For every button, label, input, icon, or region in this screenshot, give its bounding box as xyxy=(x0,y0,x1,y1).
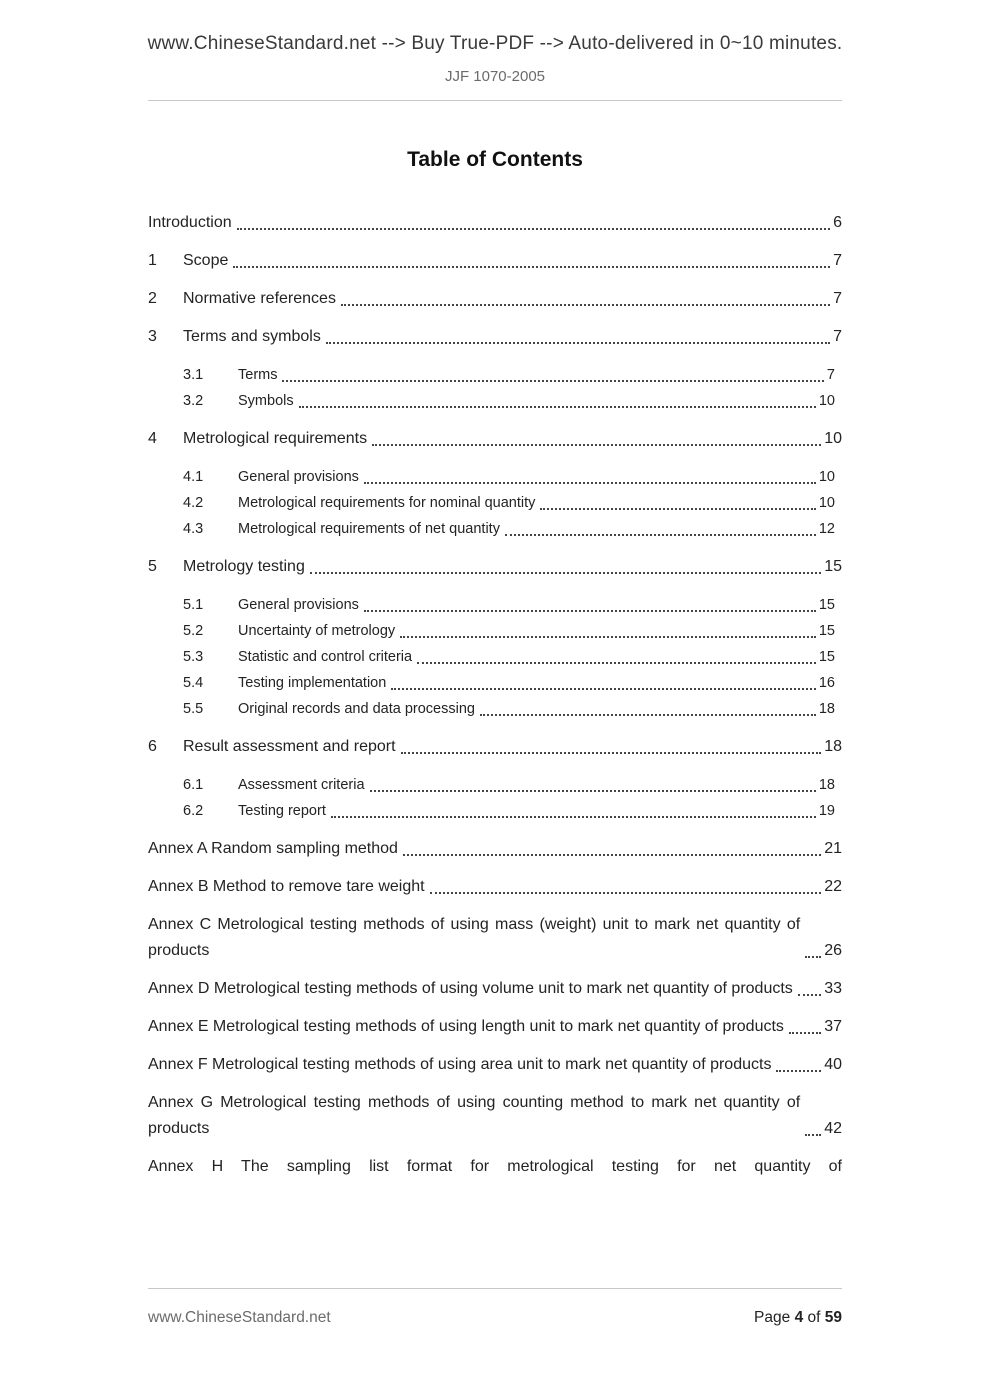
toc-page-number: 16 xyxy=(818,675,835,691)
toc-entry-label: Terms and symbols xyxy=(183,328,321,345)
toc-page-number: 7 xyxy=(826,367,835,383)
toc-entry[interactable] xyxy=(148,362,842,388)
toc-entry-number: 3.1 xyxy=(183,367,204,383)
toc-page-number: 15 xyxy=(818,597,835,613)
toc-entry-label: Metrological requirements xyxy=(183,430,368,447)
toc-entry[interactable] xyxy=(148,1052,842,1078)
toc-dot-leader xyxy=(430,892,822,894)
toc-page-number: 10 xyxy=(818,393,835,409)
toc-dot-leader xyxy=(370,790,816,792)
toc-entry-number: 2 xyxy=(148,290,157,307)
toc-entry-label: Annex H The sampling list format for metrological testing for net quantity of xyxy=(148,1158,842,1175)
toc-page-number: 19 xyxy=(818,803,835,819)
toc-entry-number: 3 xyxy=(148,328,157,345)
toc-dot-leader xyxy=(400,636,816,638)
toc-dot-leader xyxy=(341,304,830,306)
toc-dot-leader xyxy=(326,342,830,344)
toc-dot-leader xyxy=(805,956,821,958)
toc-entry-label: Uncertainty of metrology xyxy=(238,623,396,639)
toc-entry-number: 5.1 xyxy=(183,597,204,613)
toc-entry-number: 5.3 xyxy=(183,649,204,665)
toc-entry[interactable] xyxy=(148,490,842,516)
toc-page-number: 26 xyxy=(824,942,842,959)
footer-site-link[interactable]: www.ChineseStandard.net xyxy=(148,1309,331,1326)
toc-entry-label: Introduction xyxy=(148,214,232,231)
toc-page-number: 18 xyxy=(818,701,835,717)
toc-entry[interactable] xyxy=(148,734,842,760)
page-header xyxy=(0,0,990,101)
toc-entry-number: 5.5 xyxy=(183,701,204,717)
toc-entry[interactable] xyxy=(148,772,842,798)
toc-dot-leader xyxy=(391,688,816,690)
toc-page-number: 15 xyxy=(818,623,835,639)
toc-entry[interactable] xyxy=(148,426,842,452)
toc-page-number: 7 xyxy=(833,252,842,269)
toc-entry[interactable] xyxy=(148,670,842,696)
toc-entry[interactable] xyxy=(148,464,842,490)
toc-entry[interactable] xyxy=(148,976,842,1002)
toc-entry[interactable] xyxy=(148,324,842,350)
toc-dot-leader xyxy=(505,534,816,536)
toc-entry-label: Normative references xyxy=(183,290,336,307)
toc-entry-label: Assessment criteria xyxy=(238,777,365,793)
toc-entry-number: 5.2 xyxy=(183,623,204,639)
toc-entry-label: Result assessment and report xyxy=(183,738,396,755)
toc-entry[interactable] xyxy=(148,248,842,274)
toc-page-number: 40 xyxy=(824,1056,842,1073)
toc-entry-label: Terms xyxy=(238,367,278,383)
toc-entry-number: 1 xyxy=(148,252,157,269)
toc-dot-leader xyxy=(417,662,816,664)
toc-dot-leader xyxy=(403,854,821,856)
toc-entry-number: 3.2 xyxy=(183,393,204,409)
toc-entry-label: Original records and data processing xyxy=(238,701,475,717)
toc-entry-label: Annex B Method to remove tare weight xyxy=(148,878,425,895)
toc-entry-label: Metrological requirements of net quantity xyxy=(238,521,500,537)
toc-page-number: 12 xyxy=(818,521,835,537)
toc-entry-label: Annex D Metrological testing methods of using volume unit to mark net quantity of products xyxy=(148,980,793,997)
toc-entry-number: 5.4 xyxy=(183,675,204,691)
footer-of-label: of xyxy=(807,1309,821,1326)
footer-page-current: 4 xyxy=(794,1309,804,1326)
page-footer xyxy=(148,1288,842,1327)
toc-dot-leader xyxy=(299,406,816,408)
document-number: JJF 1070-2005 xyxy=(444,68,546,85)
toc-entry-label: Testing report xyxy=(238,803,326,819)
toc-entry-number: 4.1 xyxy=(183,469,204,485)
toc-entry-number: 6.2 xyxy=(183,803,204,819)
toc-page-number: 33 xyxy=(824,980,842,997)
toc-entry[interactable] xyxy=(148,912,842,964)
toc-page-number: 15 xyxy=(818,649,835,665)
toc-entry[interactable] xyxy=(148,1014,842,1040)
footer-divider xyxy=(148,1288,842,1289)
toc-dot-leader xyxy=(364,482,816,484)
toc-dot-leader xyxy=(237,228,830,230)
toc-entry-number: 4 xyxy=(148,430,157,447)
toc-dot-leader xyxy=(805,1134,821,1136)
toc-dot-leader xyxy=(310,572,821,574)
toc-page-number: 42 xyxy=(824,1120,842,1137)
toc-entry-label: Scope xyxy=(183,252,229,269)
header-banner-text: www.ChineseStandard.net --> Buy True-PDF --> Auto-delivered in 0~10 minutes. xyxy=(147,33,843,54)
toc-page-number: 22 xyxy=(824,878,842,895)
toc-entry[interactable] xyxy=(148,874,842,900)
toc-page-number: 7 xyxy=(833,328,842,345)
toc-dot-leader xyxy=(372,444,821,446)
toc-entry-label: Annex C Metrological testing methods of using mass (weight) unit to mark net quantity of products xyxy=(148,916,801,959)
footer-page-label: Page xyxy=(754,1309,791,1326)
toc-page-number: 10 xyxy=(818,495,835,511)
toc-entry-number: 5 xyxy=(148,558,157,575)
toc-entry-label: Annex A Random sampling method xyxy=(148,840,398,857)
toc-entry-label: Metrology testing xyxy=(183,558,305,575)
toc-page-number: 21 xyxy=(824,840,842,857)
toc-entry[interactable] xyxy=(148,516,842,542)
footer-page-indicator xyxy=(754,1309,842,1327)
toc-entry-number: 4.2 xyxy=(183,495,204,511)
toc-page-number: 10 xyxy=(818,469,835,485)
toc-entry[interactable] xyxy=(148,1154,842,1180)
toc-dot-leader xyxy=(331,816,816,818)
footer-page-total: 59 xyxy=(824,1309,842,1326)
toc-entry[interactable] xyxy=(148,798,842,824)
header-divider xyxy=(148,100,842,101)
toc-dot-leader xyxy=(480,714,816,716)
toc-entry[interactable] xyxy=(148,388,842,414)
toc-entry[interactable] xyxy=(148,286,842,312)
toc-entry-label: Testing implementation xyxy=(238,675,387,691)
toc-entry-number: 6 xyxy=(148,738,157,755)
toc-page-number: 18 xyxy=(818,777,835,793)
toc-entry[interactable] xyxy=(148,554,842,580)
page-title: Table of Contents xyxy=(407,148,583,171)
toc-entry[interactable] xyxy=(148,644,842,670)
toc-entry-label: Annex E Metrological testing methods of using length unit to mark net quantity of products xyxy=(148,1018,784,1035)
toc-dot-leader xyxy=(798,994,821,996)
toc-entry-label: Symbols xyxy=(238,393,294,409)
toc-dot-leader xyxy=(776,1070,821,1072)
toc-dot-leader xyxy=(282,380,823,382)
toc-entry-number: 6.1 xyxy=(183,777,204,793)
toc-dot-leader xyxy=(401,752,822,754)
toc-entry-label: Annex G Metrological testing methods of using counting method to mark net quantity of products xyxy=(148,1094,801,1137)
toc-entry-label: General provisions xyxy=(238,597,359,613)
toc-dot-leader xyxy=(540,508,815,510)
toc-entry-label: Metrological requirements for nominal quantity xyxy=(238,495,536,511)
toc-entry-label: Statistic and control criteria xyxy=(238,649,413,665)
toc-page-number: 7 xyxy=(833,290,842,307)
toc-page-number: 10 xyxy=(824,430,842,447)
toc-page-number: 18 xyxy=(824,738,842,755)
toc-entry-label: General provisions xyxy=(238,469,359,485)
toc-entry[interactable] xyxy=(148,592,842,618)
toc-entry[interactable] xyxy=(148,1090,842,1142)
toc-entry[interactable] xyxy=(148,696,842,722)
toc-page-number: 6 xyxy=(833,214,842,231)
toc-page-number: 15 xyxy=(824,558,842,575)
toc-dot-leader xyxy=(364,610,816,612)
toc-entry[interactable] xyxy=(148,836,842,862)
toc-list xyxy=(148,210,842,1180)
toc-entry[interactable] xyxy=(148,618,842,644)
toc-dot-leader xyxy=(233,266,830,268)
toc-entry-number: 4.3 xyxy=(183,521,204,537)
toc-entry[interactable] xyxy=(148,210,842,236)
toc-dot-leader xyxy=(789,1032,821,1034)
toc-entry-label: Annex F Metrological testing methods of using area unit to mark net quantity of products xyxy=(148,1056,772,1073)
toc-page-number: 37 xyxy=(824,1018,842,1035)
